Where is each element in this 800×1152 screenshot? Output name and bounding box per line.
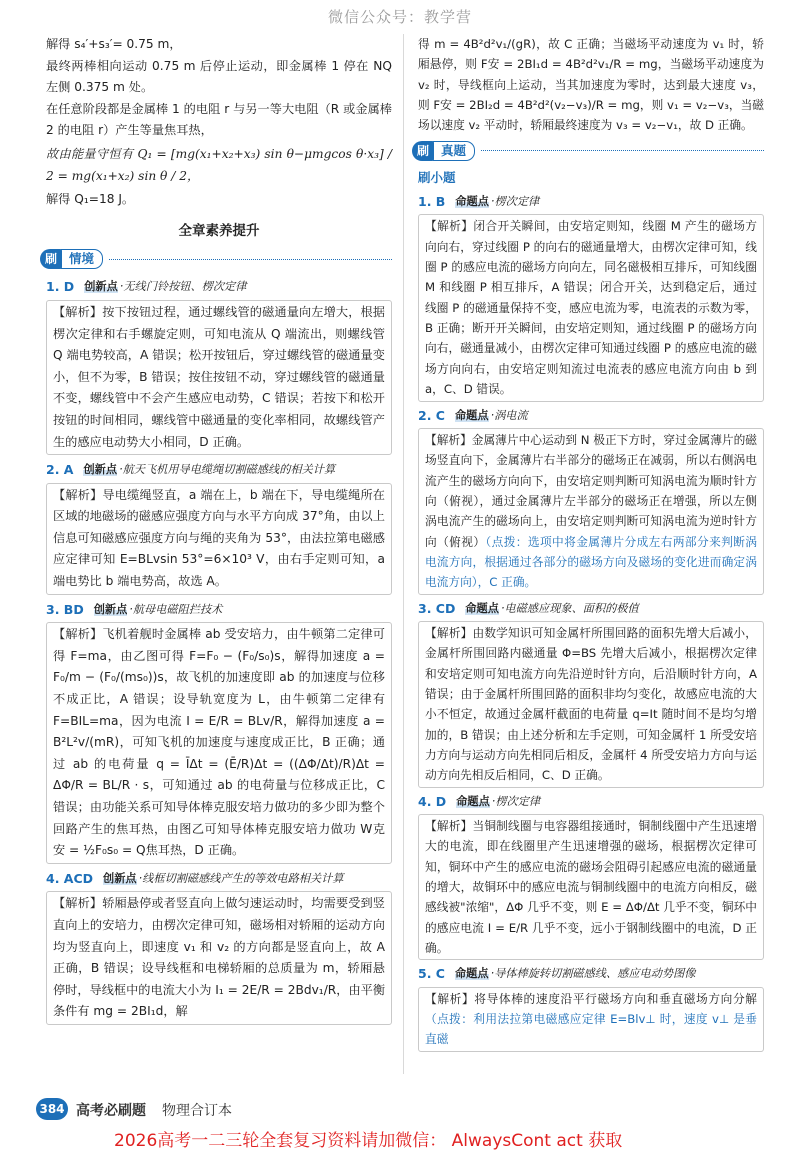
question-item: [418, 599, 764, 788]
question-head: [46, 276, 392, 298]
point-label: 创新点: [83, 463, 118, 477]
analysis-body: 【解析】当铜制线圈与电容器组接通时，铜制线圈中产生迅速增大的电流，即在线圈里产生迅速增强的磁场，根据楞次定律可知，铜环中产生的感应电流的磁场会阻碍引起感应电流的磁通量的增大，故铜环中的感应电流与铜制线圈中的电流方向相反，磁感线被"浓缩"，ΔΦ 几乎不变，则 E = ΔΦ/Δt 几乎不变，铜环中的感应电流 I = E/R 几乎不变，远小于钢制线圈中的电流，D 正确。: [425, 819, 757, 956]
column-divider: [403, 34, 404, 1074]
point-value: ·无线门铃按钮、楞次定律: [119, 280, 247, 294]
question-item: [418, 792, 764, 961]
intro-line-1: 解得 s₄′+s₃′= 0.75 m，: [46, 37, 182, 51]
answer-label: 3. CD: [418, 600, 456, 616]
question-head: [418, 792, 764, 812]
analysis-body: 【解析】由数学知识可知金属杆所围回路的面积先增大后减小，金属杆所围回路内磁通量 Φ=BS 先增大后减小，根据楞次定律和安培定则可知电流方向先沿逆时针方向，后沿顺时针方向，A 错误；由于金属杆所围回路的面积非均匀变化，故感应电流的大小不恒定，故通过金属杆截面的电荷量 q=It 随时间不是均匀增加的，B 错误；由上述分析和左手定则，可知金属杆 1 所受安培力方向与运动方向先相同后相反，金属杆 4 所受安培力方向与运动方向先相反后相同，C、D 正确。: [425, 625, 757, 783]
analysis-box: [46, 891, 392, 1025]
analysis-text: [425, 216, 757, 399]
point-value: ·楞次定律: [491, 794, 541, 808]
point-label: 命题点: [454, 408, 489, 422]
intro-line-5: 解得 Q₁=18 J。: [46, 192, 135, 207]
answer-label: 5. C: [418, 966, 445, 982]
question-head: [418, 599, 764, 619]
question-head: [418, 192, 764, 212]
analysis-text: 【解析】导电缆绳竖直，a 端在上，b 端在下，导电缆绳所在区域的地磁场的磁感应强度方向与水平方向成 37°角，由以上信息可知磁感应强度方向与绳的夹角为 53°，由法拉第电磁感应定律可知 E=BLvsin 53°=6×10³ V，由右手定则可知，a 端电势比 b 端电势高，故选 A。: [53, 487, 385, 589]
right-column: [418, 34, 764, 1056]
page-number: 384: [36, 1098, 68, 1120]
point-value: ·航母电磁阻拦技术: [129, 602, 223, 616]
analysis-text: [425, 816, 757, 958]
point-label: 命题点: [455, 195, 489, 209]
point-label: 命题点: [454, 967, 489, 981]
point-value: ·导体棒旋转切割磁感线、感应电动势图像: [490, 967, 696, 981]
answer-label: 1. B: [418, 194, 446, 210]
answer-label: 2. C: [418, 407, 445, 423]
tag-label: 情境: [61, 249, 103, 269]
point-label: 命题点: [465, 601, 499, 615]
point-value: ·涡电流: [490, 408, 528, 422]
tag-rule: [481, 150, 764, 151]
subheading: 刷小题: [418, 169, 456, 185]
point-value: ·航天飞机用导电缆绳切割磁感线的相关计算: [119, 463, 336, 477]
analysis-box: [418, 428, 764, 595]
answer-label: 4. ACD: [46, 870, 94, 886]
point-text: [465, 599, 638, 619]
analysis-box: [46, 622, 392, 864]
analysis-text: [425, 430, 757, 593]
tag-label: 真题: [433, 141, 475, 161]
continued-text: 得 m = 4B²d²v₁/(gR)，故 C 正确；当磁场平动速度为 v₁ 时，轿厢悬停，则 F安 = 2BI₁d = 4B²d²v₁/R = mg，当磁场平动速度为 v₂ 时，导线框向上运动，当其加速度为零时，达到最大速度 v₃，则 F安 = 2BI₂d = 4B²d²(v₂−v₃)/R = mg，则 v₁ = v₂−v₃，当磁场以速度 v₂ 平动时，轿厢最终速度为 v₃ = v₂−v₁，故 D 正确。: [418, 37, 764, 133]
question-item: [418, 964, 764, 1051]
answer-label: 2. A: [46, 462, 74, 478]
question-head: [418, 406, 764, 426]
analysis-box: [418, 621, 764, 788]
tag-badge: 刷: [412, 141, 434, 161]
point-text: [455, 192, 539, 212]
point-text: [94, 599, 223, 621]
watermark-top: 微信公众号：教学营: [327, 8, 472, 26]
answer-label: 3. BD: [46, 601, 84, 617]
point-text: [456, 792, 540, 812]
question-head: [46, 599, 392, 621]
point-label: 创新点: [103, 871, 137, 885]
analysis-box: [46, 300, 392, 455]
question-item: [46, 599, 392, 864]
point-label: 创新点: [84, 280, 118, 294]
question-item: [46, 459, 392, 595]
tag-situation: [40, 248, 392, 270]
question-item: [46, 868, 392, 1025]
analysis-box: [418, 814, 764, 960]
tag-badge: 刷: [40, 249, 62, 269]
point-value: ·楞次定律: [490, 195, 540, 209]
left-column: [46, 34, 392, 1029]
question-head: [46, 868, 392, 890]
point-label: 创新点: [93, 602, 128, 616]
tip-text: （点拨：利用法拉第电磁感应定律 E=Blv⊥ 时，速度 v⊥ 是垂直磁: [425, 1012, 757, 1047]
analysis-box: [418, 214, 764, 401]
analysis-text: 【解析】飞机着舰时金属棒 ab 受安培力，由牛顿第二定律可得 F=ma，由乙图可得 F=F₀ − (F₀/s₀)s，解得加速度 a = F₀/m − (F₀/(ms₀))s，故飞机的加速度即 ab 的加速度与位移不成正比，A 错误；设导轨宽度为 L，由牛顿第二定律有 F=BIL=ma，因为电流 I = E/R = BLv/R，解得加速度 a = B²L²v/(mR)，可知飞机的加速度与速度成正比，B 正确；通过 ab 的电荷量 q = ĪΔt = (Ē/R)Δt = ((ΔΦ/Δt)/R)Δt = ΔΦ/R = BL/R · s，可知通过 ab 的电荷量与位移成正比，C 错误；由功能关系可知导体棒克服安培力做功的多少即为整个回路产生的焦耳热，由图乙可知导体棒克服安培力做功 W克安 = ½F₀s₀ = Q焦耳热，D 正确。: [53, 627, 385, 858]
analysis-box: [418, 987, 764, 1052]
tag-rule: [109, 259, 392, 260]
analysis-text: [425, 989, 757, 1050]
analysis-text: 【解析】轿厢悬停或者竖直向上做匀速运动时，均需要受到竖直向上的安培力，由楞次定律可知，磁场相对轿厢的运动方向均为竖直向上，即速度 v₁ 和 v₂ 的方向都是竖直向上，故 A 正确，B 错误；设导线框和电梯轿厢的总质量为 m，轿厢悬停时，导线框中的电流大小为 I₁ = 2E/R = 2Bdv₁/R，由平衡条件有 mg = 2BI₁d，解: [53, 896, 386, 1019]
book-subtitle: 物理合订本: [162, 1103, 232, 1119]
intro-line-2: 最终两棒相向运动 0.75 m 后停止运动，即金属棒 1 停在 NQ 左侧 0.375 m 处。: [46, 58, 392, 95]
point-text: [83, 459, 335, 481]
intro-line-3: 在任意阶段都是金属棒 1 的电阻 r 与另一等大电阻（R 或金属棒 2 的电阻 r）产生等量焦耳热，: [46, 101, 392, 138]
tip-text: （点拨：选项中将金属薄片分成左右两部分来判断涡电流方向，根据通过各部分的磁场方向及磁场的变化进而确定涡电流方向），C 正确。: [425, 534, 757, 590]
book-title: 高考必刷题: [76, 1103, 146, 1119]
tag-real-exam: [412, 140, 764, 162]
question-item: [418, 192, 764, 401]
point-label: 命题点: [456, 794, 490, 808]
analysis-body: 【解析】金属薄片中心运动到 N 极正下方时，穿过金属薄片的磁场竖直向下，金属薄片右半部分的磁场正在减弱，所以右侧涡电流产生的磁场方向向下，由安培定则判断可知涡电流为顺时针方向（俯视），通过金属薄片左半部分的磁场正在增强，所以左侧涡电流产生的磁场向上，由安培定则判断可知涡电流为逆时针方向（俯视）: [425, 432, 757, 549]
analysis-box: [46, 483, 392, 595]
page-footer: [36, 1096, 776, 1126]
question-item: [46, 276, 392, 455]
answer-label: 1. D: [46, 279, 75, 295]
point-text: [103, 868, 344, 890]
point-value: ·线框切割磁感线产生的等效电路相关计算: [138, 871, 344, 885]
watermark-bottom: 2026高考一二三轮全套复习资料请加微信： AlwaysCont act 获取: [110, 1126, 626, 1151]
analysis-text: 【解析】按下按钮过程，通过螺线管的磁通量向左增大，根据楞次定律和右手螺旋定则，可知电流从 Q 端流出，则螺线管 Q 端电势较高，A 错误；松开按钮后，穿过螺线管的磁通量变小，但不为零，B 错误；按住按钮不动，穿过螺线管的磁通量不变，螺线管中不会产生感应电动势，C 错误；若按下和松开按钮的时间相同，螺线管中磁通量的变化率相同，故螺线管产生的感应电动势大小相同，D 正确。: [53, 304, 385, 449]
point-value: ·电磁感应现象、面积的极值: [500, 601, 639, 615]
page-body: [46, 34, 768, 1094]
point-text: [84, 276, 246, 298]
question-item: [418, 406, 764, 595]
answer-label: 4. D: [418, 793, 447, 809]
analysis-body: 【解析】将导体棒的速度沿平行磁场方向和垂直磁场方向分解: [425, 991, 757, 1006]
question-head: [418, 964, 764, 984]
analysis-text: [425, 623, 757, 786]
point-text: [455, 406, 528, 426]
point-text: [455, 964, 696, 984]
intro-equation: 故由能量守恒有 Q₁ = [mg(x₁+x₂+x₃) sin θ−μmgcos θ·x₃] / 2 = mg(x₁+x₂) sin θ / 2，: [46, 146, 392, 183]
analysis-body: 【解析】闭合开关瞬间，由安培定则知，线圈 M 产生的磁场方向向右，穿过线圈 P 的向右的磁通量增大，由楞次定律可知，线圈 P 的感应电流的磁场方向向左，同名磁极相互排斥，可知线圈 M 和线圈 P 相互排斥，A 错误；闭合开关，达到稳定后，通过线圈 P 的磁通量保持不变，感应电流为零，电流表的示数为零，B 正确；断开开关瞬间，由安培定则知，通过线圈 P 的磁场方向向右，磁通量减小，由楞次定律可知通过线圈 P 的感应电流的磁场方向向右，由安培定则知流过电流表的感应电流方向由 b 到 a，C、D 错误。: [425, 219, 757, 397]
section-title: 全章素养提升: [178, 222, 260, 239]
question-head: [46, 459, 392, 481]
